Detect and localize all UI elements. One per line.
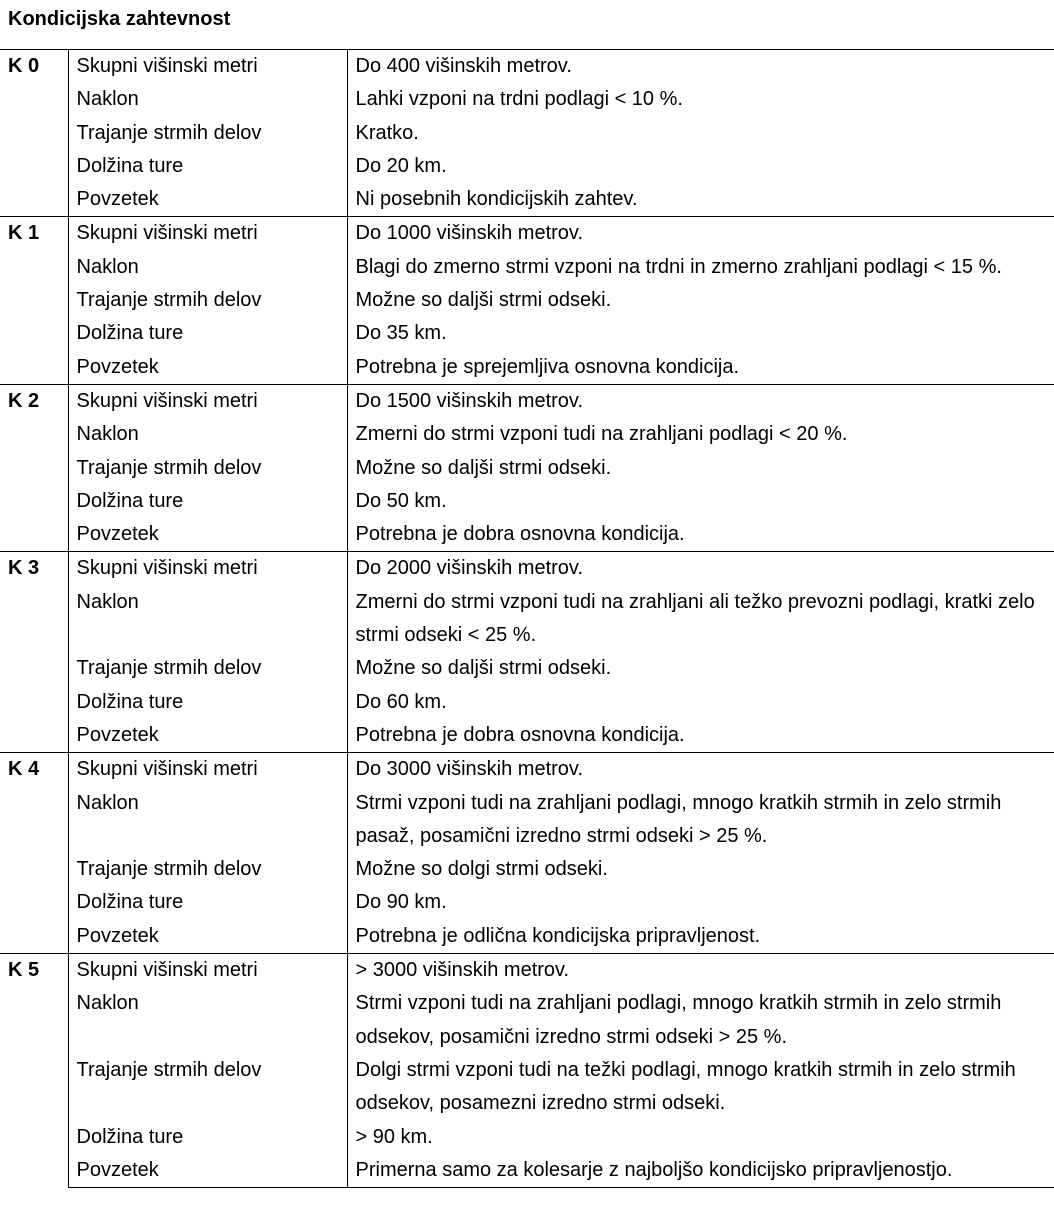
parameter-label: Povzetek	[68, 518, 347, 552]
table-row	[0, 452, 1054, 485]
parameter-value: Zmerni do strmi vzponi tudi na zrahljani ali težko prevozni podlagi, kratki zelo strmi odseki < 25 %.	[347, 586, 1054, 653]
parameter-label: Dolžina ture	[68, 886, 347, 919]
parameter-label: Skupni višinski metri	[68, 217, 347, 251]
parameter-label: Naklon	[68, 251, 347, 284]
parameter-value: Lahki vzponi na trdni podlagi < 10 %.	[347, 83, 1054, 116]
parameter-value: Primerna samo za kolesarje z najboljšo kondicijsko pripravljenostjo.	[347, 1154, 1054, 1188]
table-row	[0, 384, 1054, 418]
table-row	[0, 485, 1054, 518]
parameter-value: Možne so daljši strmi odseki.	[347, 652, 1054, 685]
table-row	[0, 1154, 1054, 1188]
table-row	[0, 150, 1054, 183]
table-row	[0, 284, 1054, 317]
parameter-label: Skupni višinski metri	[68, 384, 347, 418]
parameter-label: Trajanje strmih delov	[68, 853, 347, 886]
table-body	[0, 50, 1054, 1188]
parameter-value: Zmerni do strmi vzponi tudi na zrahljani podlagi < 20 %.	[347, 418, 1054, 451]
parameter-value: Dolgi strmi vzponi tudi na težki podlagi, mnogo kratkih strmih in zelo strmih odsekov, posamezni izredno strmi odseki.	[347, 1054, 1054, 1121]
parameter-value: Do 400 višinskih metrov.	[347, 50, 1054, 84]
parameter-value: Do 60 km.	[347, 686, 1054, 719]
parameter-label: Povzetek	[68, 183, 347, 217]
parameter-label: Povzetek	[68, 351, 347, 385]
table-row	[0, 920, 1054, 954]
table-row	[0, 753, 1054, 787]
table-row	[0, 217, 1054, 251]
parameter-label: Skupni višinski metri	[68, 552, 347, 586]
parameter-label: Skupni višinski metri	[68, 954, 347, 988]
table-row	[0, 251, 1054, 284]
parameter-value: Možne so dolgi strmi odseki.	[347, 853, 1054, 886]
level-code: K 1	[0, 217, 68, 384]
table-row	[0, 351, 1054, 385]
page-title: Kondicijska zahtevnost	[8, 8, 231, 30]
parameter-label: Dolžina ture	[68, 317, 347, 350]
parameter-value: Strmi vzponi tudi na zrahljani podlagi, mnogo kratkih strmih in zelo strmih pasaž, posamični izredno strmi odseki > 25 %.	[347, 787, 1054, 854]
level-code: K 2	[0, 384, 68, 551]
table-row	[0, 787, 1054, 854]
parameter-value: Možne so daljši strmi odseki.	[347, 452, 1054, 485]
parameter-label: Trajanje strmih delov	[68, 1054, 347, 1121]
parameter-label: Trajanje strmih delov	[68, 652, 347, 685]
parameter-value: Potrebna je odlična kondicijska pripravljenost.	[347, 920, 1054, 954]
parameter-value: > 3000 višinskih metrov.	[347, 954, 1054, 988]
parameter-value: Do 35 km.	[347, 317, 1054, 350]
parameter-value: Ni posebnih kondicijskih zahtev.	[347, 183, 1054, 217]
table-row	[0, 853, 1054, 886]
table-row	[0, 50, 1054, 84]
parameter-value: Do 50 km.	[347, 485, 1054, 518]
table-row	[0, 117, 1054, 150]
parameter-value: Možne so daljši strmi odseki.	[347, 284, 1054, 317]
table-row	[0, 317, 1054, 350]
table-row	[0, 987, 1054, 1054]
parameter-label: Trajanje strmih delov	[68, 452, 347, 485]
level-code: K 4	[0, 753, 68, 954]
parameter-value: Do 1500 višinskih metrov.	[347, 384, 1054, 418]
parameter-label: Dolžina ture	[68, 150, 347, 183]
table-row	[0, 719, 1054, 753]
parameter-value: Do 2000 višinskih metrov.	[347, 552, 1054, 586]
parameter-label: Trajanje strmih delov	[68, 284, 347, 317]
parameter-value: Do 90 km.	[347, 886, 1054, 919]
table-row	[0, 954, 1054, 988]
level-code: K 3	[0, 552, 68, 753]
table-row	[0, 418, 1054, 451]
table-row	[0, 552, 1054, 586]
parameter-label: Naklon	[68, 987, 347, 1054]
parameter-label: Povzetek	[68, 719, 347, 753]
fitness-grades-table	[0, 49, 1054, 1188]
parameter-label: Naklon	[68, 83, 347, 116]
parameter-value: > 90 km.	[347, 1121, 1054, 1154]
parameter-label: Dolžina ture	[68, 1121, 347, 1154]
level-code: K 5	[0, 954, 68, 1188]
table-row	[0, 686, 1054, 719]
parameter-label: Naklon	[68, 586, 347, 653]
table-row	[0, 518, 1054, 552]
parameter-label: Povzetek	[68, 1154, 347, 1188]
table-row	[0, 886, 1054, 919]
parameter-value: Strmi vzponi tudi na zrahljani podlagi, mnogo kratkih strmih in zelo strmih odsekov, posamični izredno strmi odseki > 25 %.	[347, 987, 1054, 1054]
parameter-value: Potrebna je dobra osnovna kondicija.	[347, 518, 1054, 552]
table-row	[0, 586, 1054, 653]
parameter-value: Potrebna je sprejemljiva osnovna kondicija.	[347, 351, 1054, 385]
parameter-label: Dolžina ture	[68, 485, 347, 518]
parameter-value: Do 1000 višinskih metrov.	[347, 217, 1054, 251]
parameter-value: Do 20 km.	[347, 150, 1054, 183]
parameter-label: Skupni višinski metri	[68, 50, 347, 84]
table-row	[0, 183, 1054, 217]
parameter-value: Do 3000 višinskih metrov.	[347, 753, 1054, 787]
parameter-label: Naklon	[68, 787, 347, 854]
parameter-label: Dolžina ture	[68, 686, 347, 719]
table-row	[0, 1121, 1054, 1154]
parameter-label: Povzetek	[68, 920, 347, 954]
table-row	[0, 652, 1054, 685]
table-row	[0, 1054, 1054, 1121]
parameter-label: Skupni višinski metri	[68, 753, 347, 787]
parameter-value: Potrebna je dobra osnovna kondicija.	[347, 719, 1054, 753]
parameter-value: Kratko.	[347, 117, 1054, 150]
parameter-value: Blagi do zmerno strmi vzponi na trdni in zmerno zrahljani podlagi < 15 %.	[347, 251, 1054, 284]
parameter-label: Naklon	[68, 418, 347, 451]
parameter-label: Trajanje strmih delov	[68, 117, 347, 150]
level-code: K 0	[0, 50, 68, 217]
table-row	[0, 83, 1054, 116]
